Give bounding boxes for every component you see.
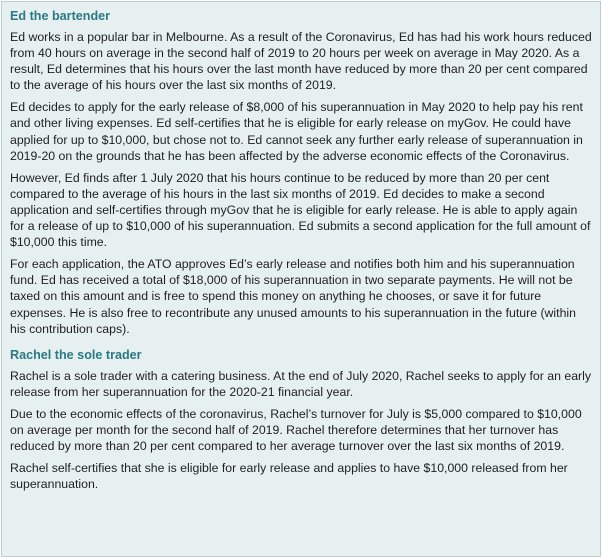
case-study-panel (1, 1, 601, 557)
section-ed-the-bartender (10, 8, 592, 337)
paragraph: Rachel is a sole trader with a catering business. At the end of July 2020, Rachel seeks to apply for an early release from her superannuation for the 2020-21 financial year. (10, 368, 592, 399)
paragraph: However, Ed finds after 1 July 2020 that his hours continue to be reduced by more than 20 per cent compared to the average of his hours in the last six months of 2019. Ed decides to make a second application and self-certifies through myGov that he is eligible for early release. He is able to apply again for a release of up to $10,000 of his superannuation. Ed submits a second application for the full amount of $10,000 this time. (10, 170, 591, 250)
section-rachel-the-sole-trader (10, 347, 592, 493)
paragraph: Ed works in a popular bar in Melbourne. As a result of the Coronavirus, Ed has had his work hours reduced from 40 hours on average in the second half of 2019 to 20 hours per week on average in May 2020. As a result, Ed determines that his hours over the last month have reduced by more than 20 per cent compared to the average of his hours over the last six months of 2019. (10, 30, 592, 93)
paragraph: Rachel self-certifies that she is eligible for early release and applies to have $10,000 released from her superannuation. (10, 461, 568, 492)
section-heading: Ed the bartender (10, 9, 111, 23)
paragraph: Due to the economic effects of the coronavirus, Rachel’s turnover for July is $5,000 compared to $10,000 on average per month for the second half of 2019. Rachel therefore determines that her turnover has reduced by more than 20 per cent compared to her average turnover over the last six months of 2019. (10, 406, 582, 454)
section-heading: Rachel the sole trader (10, 347, 142, 362)
paragraph: For each application, the ATO approves Ed’s early release and notifies both him and his superannuation fund. Ed has received a total of $18,000 of his superannuation in two separate payments. He will not be taxed on this amount and is free to spend this money on anything he chooses, or save it for future expenses. He is also free to recontribute any unused amounts to his superannuation in the future (within his contribution caps). (10, 257, 576, 336)
paragraph: Ed decides to apply for the early release of $8,000 of his superannuation in May 2020 to help pay his rent and other living expenses. Ed self-certifies that he is eligible for early release on myGov. He could have applied for up to $10,000, but chose not to. Ed cannot seek any further early release of superannuation in 2019-20 on the grounds that he has been affected by the adverse economic effects of the Coronavirus. (10, 100, 583, 163)
